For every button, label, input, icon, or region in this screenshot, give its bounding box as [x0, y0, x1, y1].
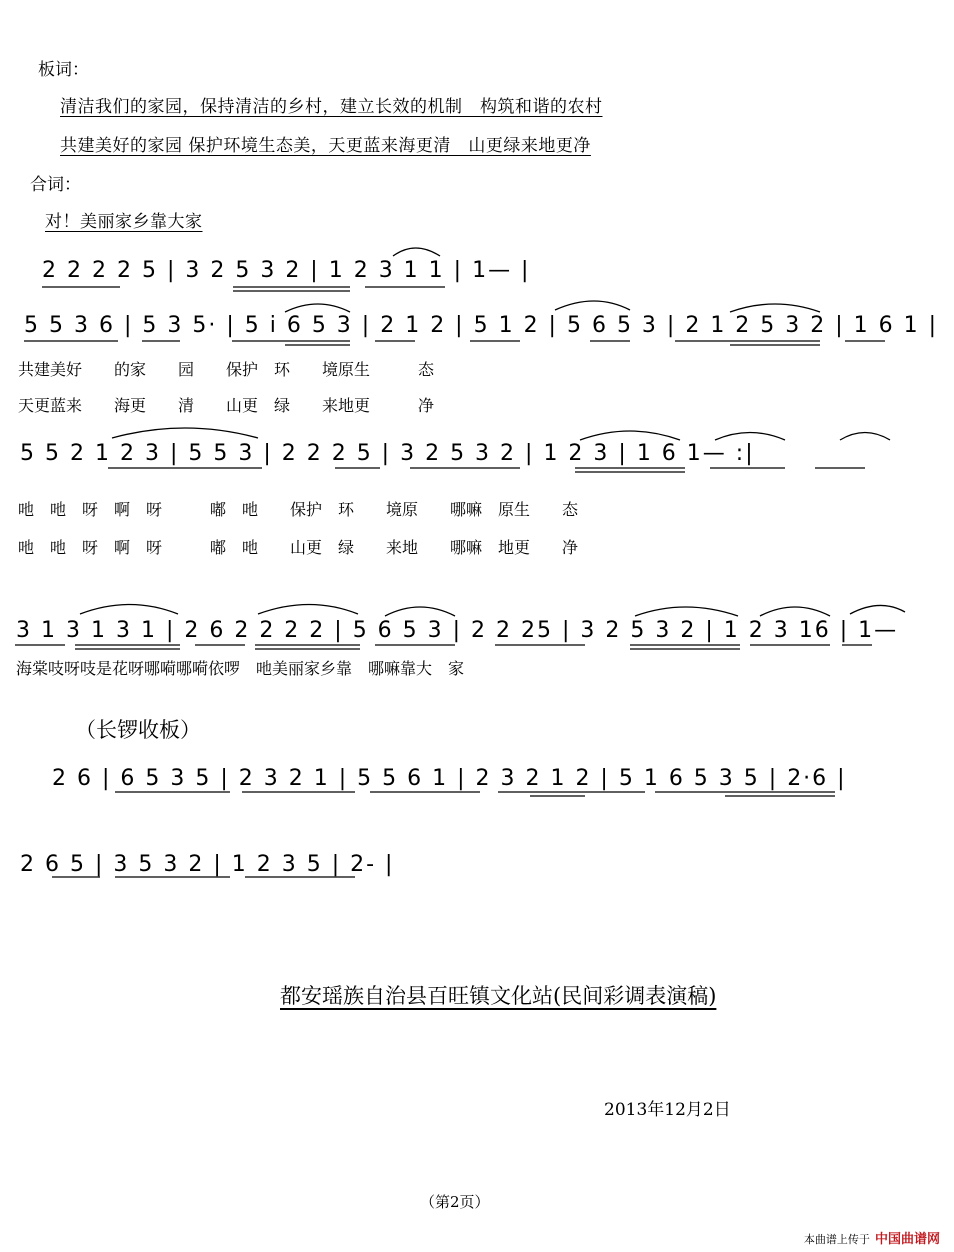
- stave-4-notes: 3 1 3 1 3 1 | 2 6 2 2 2 2 | 5 6 5 3 | 2 2 25 | 3 2 5 3 2 | 1 2 3 16 | 1—: [16, 618, 899, 643]
- date: 2013年12月2日: [604, 1100, 731, 1120]
- stave-3-lyrics-1: 吔 吔 呀 啊 呀 嘟 吔 保护 环 境原 哪嘛 原生 态: [18, 500, 579, 519]
- stave-2-lyrics-2: 天更蓝来 海更 清 山更 绿 来地更 净: [18, 396, 435, 415]
- stave-3-lyrics-2: 吔 吔 呀 啊 呀 嘟 吔 山更 绿 来地 哪嘛 地更 净: [18, 538, 579, 557]
- closing-stave-1-notes: 2 6 | 6 5 3 5 | 2 3 2 1 | 5 5 6 1 | 2 3 2 1 2 | 5 1 6 5 3 5 | 2·6 |: [52, 766, 847, 791]
- stave-2-lyrics-1: 共建美好 的家 园 保护 环 境原生 态: [18, 360, 435, 379]
- credit-line: 都安瑶族自治县百旺镇文化站(民间彩调表演稿): [280, 984, 717, 1008]
- he-line: 对！美丽家乡靠大家: [45, 212, 203, 232]
- ban-line-1: 清洁我们的家园，保持清洁的乡村，建立长效的机制 构筑和谐的农村: [60, 97, 603, 117]
- page-number: （第2页）: [420, 1193, 490, 1211]
- stave-2-notes: 5 5 3 6 | 5 3 5· | 5 i 6 5 3 | 2 1 2 | 5 1 2 | 5 6 5 3 | 2 1 2 5 3 2 | 1 6 1 |: [24, 313, 939, 338]
- stave-1-notes: 2 2 2 2 5 | 3 2 5 3 2 | 1 2 3 1 1 | 1— |: [42, 258, 531, 283]
- ban-label: 板词：: [38, 60, 89, 80]
- ban-line-2: 共建美好的家园 保护环境生态美，天更蓝来海更清 山更绿来地更净: [60, 136, 591, 156]
- watermark-prefix: 本曲谱上传于: [803, 1233, 870, 1246]
- stave-4-lyrics: 海棠吱呀吱是花呀哪嗬哪嗬依啰 吔美丽家乡靠 哪嘛靠大 家: [16, 659, 465, 678]
- section-title: （长锣收板）: [75, 718, 201, 742]
- he-label: 合词：: [30, 175, 81, 195]
- watermark-brand: 中国曲谱网: [874, 1232, 940, 1247]
- closing-stave-2-notes: 2 6 5 | 3 5 3 2 | 1 2 3 5 | 2- |: [20, 852, 395, 877]
- stave-3-notes: 5 5 2 1 2 3 | 5 5 3 | 2 2 2 5 | 3 2 5 3 2 | 1 2 3 | 1 6 1— :|: [20, 441, 755, 466]
